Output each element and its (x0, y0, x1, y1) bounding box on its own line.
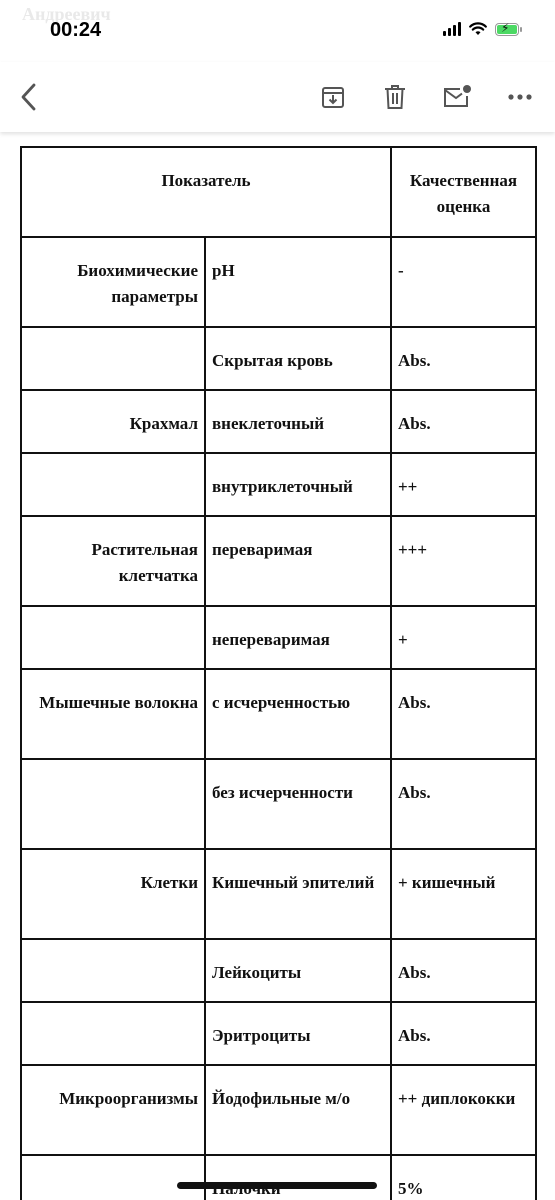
table-row (21, 1155, 536, 1200)
back-button[interactable] (14, 82, 44, 112)
param-cell: Кишечный эпителий (205, 849, 391, 939)
table-row (21, 1065, 536, 1155)
param-cell: Лейкоциты (205, 939, 391, 1002)
value-cell: +++ (391, 516, 536, 606)
group-cell: Клетки (21, 849, 205, 939)
table-row (21, 237, 536, 327)
param-cell: с исчерченностью (205, 669, 391, 759)
table-row (21, 759, 536, 849)
battery-icon: ⚡ (495, 23, 519, 36)
value-cell: + кишечный (391, 849, 536, 939)
more-button[interactable] (505, 82, 535, 112)
value-cell: + (391, 606, 536, 669)
status-bar (0, 0, 555, 62)
param-cell: внеклеточный (205, 390, 391, 453)
table-row (21, 453, 536, 516)
param-cell: Йодофильные м/о (205, 1065, 391, 1155)
header-indicator: Показатель (21, 147, 391, 237)
group-cell: Микроорганизмы (21, 1065, 205, 1155)
table-row (21, 516, 536, 606)
value-cell: Abs. (391, 939, 536, 1002)
value-cell: Abs. (391, 669, 536, 759)
group-cell (21, 939, 205, 1002)
group-cell (21, 327, 205, 390)
home-indicator[interactable] (177, 1182, 377, 1189)
archive-button[interactable] (318, 82, 348, 112)
group-cell: Растительная клетчатка (21, 516, 205, 606)
chevron-left-icon (19, 82, 39, 112)
status-icons (443, 22, 519, 36)
mail-unread-icon (442, 84, 472, 110)
message-body[interactable] (0, 132, 555, 1200)
header-assessment: Качественная оценка (391, 147, 536, 237)
value-cell: Abs. (391, 390, 536, 453)
mark-unread-button[interactable] (442, 82, 472, 112)
more-icon (507, 93, 533, 101)
value-cell: 5% (391, 1155, 536, 1200)
mail-toolbar (0, 62, 555, 132)
table-row (21, 327, 536, 390)
table-row (21, 669, 536, 759)
table-row (21, 1002, 536, 1065)
param-cell: Эритроциты (205, 1002, 391, 1065)
table-header-row (21, 147, 536, 237)
analysis-table (20, 146, 537, 1200)
group-cell (21, 606, 205, 669)
param-cell (205, 1155, 391, 1200)
status-time: 00:24 (50, 19, 102, 41)
group-cell: Крахмал (21, 390, 205, 453)
value-cell: Abs. (391, 759, 536, 849)
param-cell: внутриклеточный (205, 453, 391, 516)
ghost-title: Андреевич (22, 4, 111, 24)
value-cell: Abs. (391, 1002, 536, 1065)
param-cell: непереваримая (205, 606, 391, 669)
table-row (21, 606, 536, 669)
cellular-signal-icon (443, 22, 461, 36)
group-cell: Мышечные волокна (21, 669, 205, 759)
table-row (21, 849, 536, 939)
group-cell (21, 453, 205, 516)
value-cell: ++ диплококки (391, 1065, 536, 1155)
value-cell: - (391, 237, 536, 327)
archive-icon (320, 84, 346, 110)
wifi-icon (469, 22, 487, 36)
value-cell: ++ (391, 453, 536, 516)
param-cell: без исчерченности (205, 759, 391, 849)
value-cell: Abs. (391, 327, 536, 390)
group-cell (21, 759, 205, 849)
param-cell: pH (205, 237, 391, 327)
trash-icon (383, 84, 407, 110)
delete-button[interactable] (380, 82, 410, 112)
group-cell (21, 1155, 205, 1200)
table-row (21, 390, 536, 453)
table-row (21, 939, 536, 1002)
group-cell: Биохимические параметры (21, 237, 205, 327)
group-cell (21, 1002, 205, 1065)
param-cell: Скрытая кровь (205, 327, 391, 390)
param-cell: переваримая (205, 516, 391, 606)
